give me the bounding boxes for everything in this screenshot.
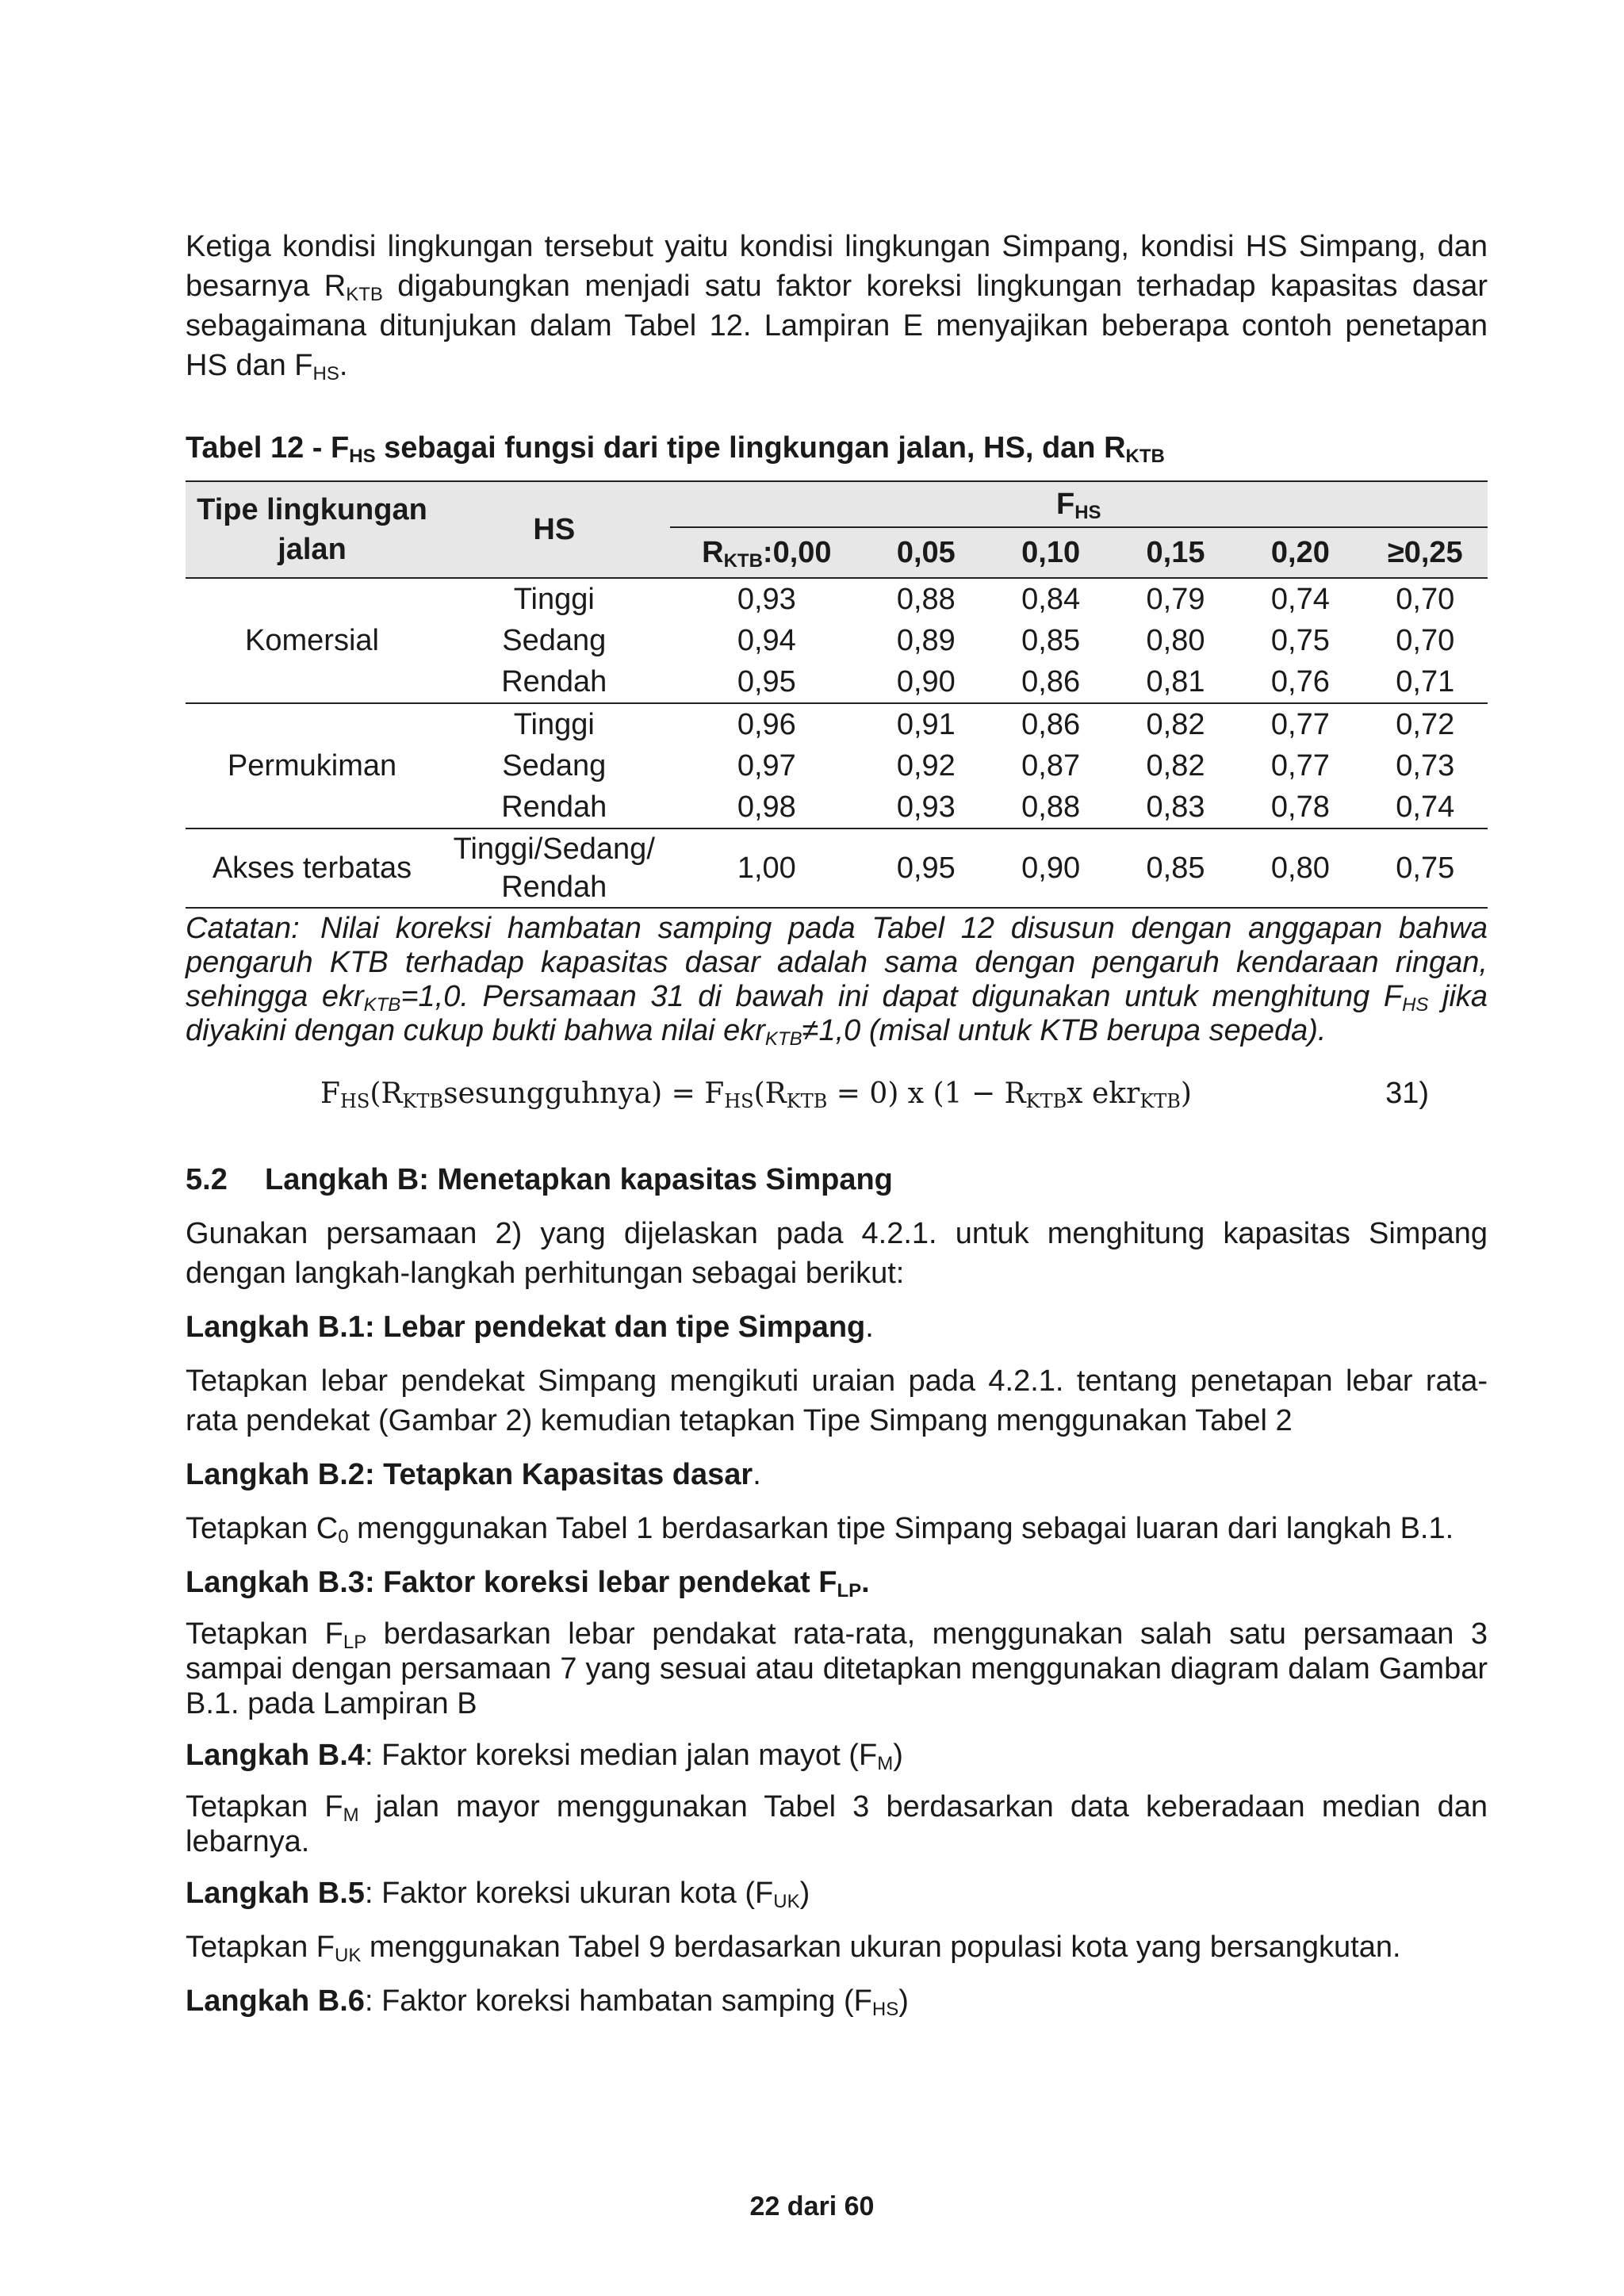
value-cell: 0,80 (1238, 828, 1362, 908)
hs-cell: Tinggi (439, 703, 670, 745)
step-b5-text: Tetapkan $F_{UK}$ menggunakan Tabel 9 berdasarkan ukuran populasi kota yang bersangkutan. (186, 1931, 1401, 1966)
hs-cell: Tinggi/Sedang/ Rendah (439, 828, 670, 908)
step-b5-heading: Langkah B.5: Faktor koreksi ukuran kota $(F_{UK})$ (186, 1877, 810, 1912)
value-cell: 0,74 (1396, 790, 1455, 824)
step-b2-heading: Langkah B.2: Tetapkan Kapasitas dasar. (186, 1458, 761, 1491)
value-cell: 0,95 (864, 828, 988, 908)
value-cell: 0,75 (1270, 623, 1330, 657)
header-col-0-20: 0,20 (1238, 527, 1362, 578)
value-cell: 0,93 (896, 790, 956, 824)
value-cell: 0,83 (1146, 790, 1205, 824)
header-col-0-05: 0,05 (864, 527, 988, 578)
table-row (186, 703, 1488, 745)
step-b1-text: Tetapkan lebar pendekat Simpang mengikuti uraian pada 4.2.1. tentang penetapan lebar rata-rata pendekat (Gambar 2) kemudian tetapkan Tipe Simpang menggunakan Tabel 2 (186, 1364, 1488, 1437)
step-b1-heading: Langkah B.1: Lebar pendekat dan tipe Simpang. (186, 1311, 874, 1344)
value-cell: 0,70 (1396, 623, 1455, 657)
value-cell: 0,89 (896, 623, 956, 657)
value-cell: 0,88 (1021, 790, 1081, 824)
page-content (186, 227, 1488, 2021)
header-col-0-10: 0,10 (988, 527, 1113, 578)
page-number: 22 dari 60 (749, 2191, 875, 2221)
value-cell: 0,75 (1363, 828, 1488, 908)
value-cell: 0,77 (1238, 703, 1362, 745)
value-cell: 0,82 (1113, 703, 1238, 745)
value-cell: 0,85 (1021, 623, 1081, 657)
value-cell: 0,86 (988, 703, 1113, 745)
value-cell: 0,74 (1270, 582, 1330, 616)
equation-number: 31) (1385, 1077, 1429, 1110)
value-cell: 0,98 (737, 790, 796, 824)
value-cell: 0,73 (1396, 748, 1455, 783)
step-b4-heading: Langkah B.4: Faktor koreksi median jalan mayot $(F_M)$ (186, 1739, 903, 1774)
section-intro: Gunakan persamaan 2) yang dijelaskan pada 4.2.1. untuk menghitung kapasitas Simpang dengan langkah-langkah perhitungan sebagai berikut: (186, 1217, 1488, 1290)
section-heading: 5.2 Langkah B: Menetapkan kapasitas Simpang (186, 1163, 893, 1196)
value-cell: 0,92 (896, 748, 956, 783)
hs-cell: Rendah (501, 790, 607, 824)
value-cell: 0,86 (1021, 664, 1081, 698)
value-cell: 0,84 (1021, 582, 1081, 616)
value-cell: 0,97 (737, 748, 796, 783)
hs-cell: Tinggi (513, 582, 595, 616)
group-label-permukiman: Permukiman (186, 703, 439, 828)
table-note (186, 912, 1488, 1048)
header-rktb-0: $R_{KTB}:0,00$ (670, 527, 864, 578)
value-cell: 0,90 (896, 664, 956, 698)
equation-body: $F_{HS}(R_{KTB}sesungguhnya) = F_{HS}(R_{KTB} = 0)$ x ($1 - R_{KTB}x$ ekr$_{KTB}$) (320, 1077, 1192, 1112)
table-row (186, 578, 1488, 620)
value-cell: 0,93 (737, 582, 796, 616)
header-fhs: $F_{HS}$ (670, 481, 1488, 527)
value-cell: 0,94 (737, 623, 796, 657)
header-hs: HS (439, 481, 670, 578)
header-tipe-lingkungan: Tipe lingkungan jalan (186, 481, 439, 578)
value-cell: 0,80 (1146, 623, 1205, 657)
value-cell: 0,91 (864, 703, 988, 745)
group-label-komersial: Komersial (245, 623, 379, 657)
table-row (186, 828, 1488, 908)
equation-31 (186, 1077, 1488, 1111)
value-cell: 0,76 (1270, 664, 1330, 698)
intro-paragraph: Ketiga kondisi lingkungan tersebut yaitu kondisi lingkungan Simpang, kondisi HS Simpang, dan besarnya $R_{KTB}$ digabungkan menjadi satu faktor koreksi lingkungan terhadap kapasitas dasar sebagaimana ditunjukan dalam Tabel 12. Lampiran E menyajikan beberapa contoh penetapan HS dan $F_{HS}$. (186, 230, 1488, 385)
value-cell: 0,71 (1396, 664, 1455, 698)
value-cell: 0,96 (670, 703, 864, 745)
value-cell: 0,78 (1270, 790, 1330, 824)
step-b3-text: Tetapkan $F_{LP}$ berdasarkan lebar pendakat rata-rata, menggunakan salah satu persamaan 3 sampai dengan persamaan 7 yang sesuai atau ditetapkan menggunakan diagram dalam Gambar B.1. pada Lampiran B (186, 1617, 1488, 1720)
value-cell: 0,85 (1113, 828, 1238, 908)
value-cell: 0,90 (988, 828, 1113, 908)
value-cell: 0,70 (1396, 582, 1455, 616)
group-label-akses-terbatas: Akses terbatas (186, 828, 439, 908)
value-cell: 0,81 (1146, 664, 1205, 698)
step-b3-heading: Langkah B.3: Faktor koreksi lebar pendekat $F_{LP}$. (186, 1566, 870, 1601)
hs-cell: Rendah (501, 664, 607, 698)
value-cell: 0,79 (1146, 582, 1205, 616)
value-cell: 0,95 (737, 664, 796, 698)
value-cell: 0,72 (1363, 703, 1488, 745)
header-col-0-15: 0,15 (1113, 527, 1238, 578)
value-cell: 0,77 (1270, 748, 1330, 783)
hs-cell: Sedang (502, 623, 607, 657)
hs-cell: Sedang (502, 748, 607, 783)
note-text: Nilai koreksi hambatan samping pada Tabel 12 disusun dengan anggapan bahwa pengaruh KTB terhadap kapasitas dasar adalah sama dengan pengaruh kendaraan ringan, sehingga ekr$_{KTB}$=1,0. Persamaan 31 di bawah ini dapat digunakan untuk menghitung $F_{HS}$ jika diyakini dengan cukup bukti bahwa nilai ekr$_{KTB}$≠1,0 (misal untuk KTB berupa sepeda). (186, 912, 1488, 1050)
step-b4-text: Tetapkan $F_M$ jalan mayor menggunakan Tabel 3 berdasarkan data keberadaan median dan lebarnya. (186, 1790, 1488, 1858)
value-cell: 0,82 (1146, 748, 1205, 783)
value-cell: 0,88 (896, 582, 956, 616)
fhs-table (186, 480, 1488, 909)
table-caption: Tabel $12 - F_{HS}$ sebagai fungsi dari tipe lingkungan jalan, HS, dan $R_{KTB}$ (186, 431, 1165, 467)
note-lead: Catatan: (186, 912, 300, 945)
step-b2-text: Tetapkan $C_0$ menggunakan Tabel 1 berdasarkan tipe Simpang sebagai luaran dari langkah B.1. (186, 1512, 1454, 1548)
value-cell: 0,87 (1021, 748, 1081, 783)
step-b6-heading: Langkah B.6: Faktor koreksi hambatan samping $(F_{HS})$ (186, 1984, 909, 2020)
header-col-0-25: ≥0,25 (1363, 527, 1488, 578)
value-cell: 1,00 (670, 828, 864, 908)
